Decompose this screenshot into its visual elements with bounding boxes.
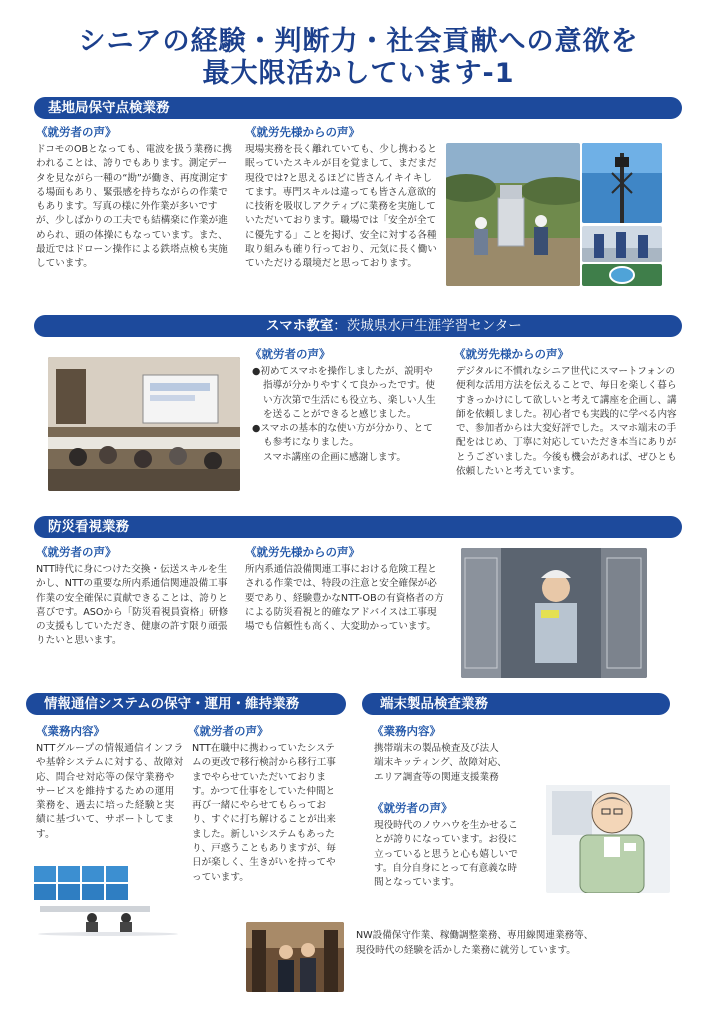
workers-photo xyxy=(582,226,662,262)
section-bar-base-station xyxy=(34,97,682,119)
footnote-line2: 現役時代の経験を活かした業務に就労しています。 xyxy=(356,945,576,956)
worker-voice-bullet: ●スマホの基本的な使い方が分かり、とても参考になりました。 xyxy=(252,423,433,449)
footnote-line1: NW設備保守作業、稼働調整業務、専用線関連業務等、 xyxy=(356,930,594,941)
worker-voice-label: 《就労者の声》 xyxy=(188,724,269,738)
worker-voice-text: 現役時代のノウハウを生かせることが誇りになっています。お役に立っていると思うと心も嬉しいです。自分自身にとって有意義な時間となっています。 xyxy=(374,820,518,889)
worker-voice-label: 《就労者の声》 xyxy=(372,801,453,815)
section-heading: スマホ教室 xyxy=(266,318,334,334)
work-content-text: NTTグループの情報通信インフラや基幹システムに対する、故障対応、問合せ対応等の保守業務やサービスを維持するための運用業務を、過去に培った経験と実績に基づいて、サポートしてます。 xyxy=(36,743,184,840)
worker-voice-text: NTT時代に身につけた交換・伝送スキルを生かし、NTTの重要な所内系通信関連設備工事作業の安全確保に貢献できることは、誇りと喜びです。ASOから「防災看視員資格」研修の支援もしていただき、健康の許す限り頑張りたいと思います。 xyxy=(36,564,229,647)
worker-voice-label: 《就労者の声》 xyxy=(250,347,331,361)
section-heading: 基地局保守点検業務 xyxy=(48,100,170,116)
client-voice-text: デジタルに不慣れなシニア世代にスマートフォンの便利な活用方法を伝えることで、毎日を楽しく暮らすきっかけにして欲しいと考えて講座を企画し、講師を依頼しました。初心者でも実践的に学べる内容で、参加者からは大変好評でした。スマホ端末の手配をはじめ、丁寧に対応していただき本当にありがとうございました。今後も機会があれば、ぜひとも依頼したいと考えています。 xyxy=(456,366,677,478)
client-voice-label: 《就労先様からの声》 xyxy=(454,347,569,361)
client-voice-label: 《就労先様からの声》 xyxy=(245,545,360,559)
section-bar-it-system xyxy=(26,693,346,715)
section-heading: 端末製品検査業務 xyxy=(380,696,488,712)
drone-photo xyxy=(582,264,662,286)
worker-voice-text: ドコモのOBとなっても、電波を扱う業務に携われることは、誇りでもあります。測定データを見ながら一種の“勘”が働き、再度測定する場面もあり、緊張感を持ちながらの作業でもあります。写真の様に外作業が多いですが、少しばかりの工夫でも結構楽に作業が進められ、頭の体操にもなっています。また、最近ではドローン操作による鉄塔点検も実施しています。 xyxy=(36,144,233,270)
base-station-photo xyxy=(446,143,580,286)
section-heading: 防災看視業務 xyxy=(48,519,129,535)
office-workers-photo xyxy=(246,922,344,992)
client-voice-text: 所内系通信設備関連工事における危険工程とされる作業では、特段の注意と安全確保が必要であり、経験豊かなNTT-OBの有資格者の方による防災看視と的確なアドバイスは工事現場でも信頼性も高く、大変助かっています。 xyxy=(245,564,444,633)
client-voice-text: 現場実務を長く離れていても、少し携わると眠っていたスキルが目を覚まして、まだまだ現役では?と思えるほどに皆さんイキイキしてます。専門スキルは違っても皆さん意欲的に技術を吸収しアクティブに業務を実施していただいております。職場では「安全が全てに優先する」ことを掲げ、安全に対する各種取り組みも確り行っており、元気に長く働いていただける環境だと思っております。 xyxy=(245,144,437,270)
equipment-room-photo xyxy=(461,548,647,678)
worker-voice-label: 《就労者の声》 xyxy=(36,545,117,559)
page-title-line2: 最大限活かしています-1 xyxy=(202,58,515,89)
section-heading: 情報通信システムの保守・運用・維持業務 xyxy=(44,696,300,712)
section-bar-terminal xyxy=(362,693,670,715)
worker-voice-bullet: ●初めてスマホを操作しましたが、説明や指導が分かりやすくて良かったです。使い方次第で生活にも役立ち、楽しい人生を送ることができると感じました。 xyxy=(252,366,436,420)
section-bar-disaster xyxy=(34,516,682,538)
senior-worker-illustration xyxy=(546,775,670,893)
work-content-line: 端末キッティング、故障対応、 xyxy=(374,757,507,769)
work-content-line: エリア調査等の関連支援業務 xyxy=(374,771,499,783)
section-heading-venue: ：茨城県水戸生涯学習センター xyxy=(333,318,522,334)
page-title xyxy=(0,26,717,90)
worker-voice-closing: スマホ講座の企画に感謝します。 xyxy=(263,451,406,463)
worker-voice-label: 《就労者の声》 xyxy=(36,125,117,139)
client-voice-label: 《就労先様からの声》 xyxy=(245,125,360,139)
work-content-label: 《業務内容》 xyxy=(372,724,441,738)
work-content-line: 携帯端末の製品検査及び法人 xyxy=(374,743,499,754)
worker-voice-text: NTT在職中に携わっていたシステムの更改で移行検討から移行工事までやらせていただいております。かつて仕事をしていた仲間と再び一緒にやらせてもらっており、すぐに打ち解けることが出来ました。新しいシステムもあったり、戸惑うこともありますが、毎日が楽しく、生きがいを持ってやっています。 xyxy=(192,743,336,883)
classroom-photo xyxy=(48,357,240,491)
footnote xyxy=(356,928,686,958)
section-bar-smartphone xyxy=(34,315,682,337)
worker-voice-text xyxy=(252,365,442,465)
tower-photo xyxy=(582,143,662,223)
page-title-line1: シニアの経験・判断力・社会貢献への意欲を xyxy=(78,26,639,57)
work-content-text xyxy=(374,742,544,785)
work-content-label: 《業務内容》 xyxy=(36,724,105,738)
control-room-illustration xyxy=(30,860,186,936)
